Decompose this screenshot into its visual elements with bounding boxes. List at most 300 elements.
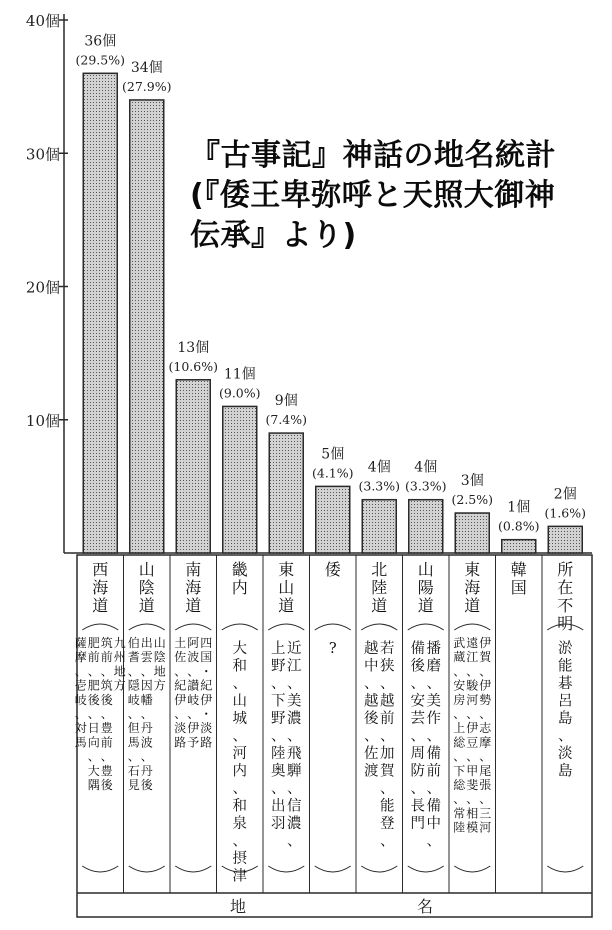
region-detail-char: 伊 — [479, 636, 492, 650]
region-detail-char: ? — [328, 641, 337, 657]
region-detail-char: 、 — [558, 728, 573, 745]
region-detail-char: 長 — [410, 798, 425, 815]
region-detail-char: 讃 — [187, 678, 200, 693]
chart-subtitle-line-1: (『倭王卑弥呼と天照大御神 — [190, 178, 556, 213]
bar-山陰道 — [130, 100, 164, 553]
bracket-bottom — [361, 866, 397, 872]
region-detail-char: 、 — [187, 707, 200, 721]
region-detail-char: 路 — [200, 735, 213, 750]
region-detail-char: 、 — [87, 707, 100, 721]
region-detail-char: 渡 — [364, 763, 379, 780]
region-detail-char: 阿 — [187, 636, 200, 650]
category-label-char: 東 — [278, 560, 295, 579]
bracket-top — [175, 624, 211, 630]
region-detail-char: 備 — [426, 746, 441, 762]
bracket-top — [268, 624, 304, 630]
y-tick-label: 20個 — [25, 278, 60, 297]
region-detail-char: 、 — [74, 707, 87, 721]
region-detail-char: 路 — [174, 735, 187, 750]
region-detail-char: 武 — [453, 636, 466, 650]
region-detail-char: 前 — [100, 735, 113, 750]
region-detail-char: 、 — [426, 728, 441, 745]
region-detail-char: 前 — [380, 711, 395, 727]
region-detail-char: 摂 — [232, 851, 247, 867]
region-detail-char: 耆 — [127, 650, 140, 665]
bar-山陽道 — [409, 500, 443, 553]
region-detail-char: 向 — [87, 735, 100, 750]
region-detail-char: 摩 — [479, 735, 492, 750]
category-table — [75, 555, 592, 917]
region-detail-char: 、 — [87, 664, 100, 679]
region-detail-char: 前 — [426, 763, 441, 780]
bar-percent-label: (1.6%) — [544, 505, 587, 521]
bracket-bottom — [315, 866, 351, 872]
region-detail-char: 周 — [410, 746, 425, 762]
region-detail-char: 陸 — [453, 820, 466, 835]
category-label-char: 倭 — [324, 560, 341, 579]
bar-畿内 — [223, 406, 257, 553]
region-detail-char: 丹 — [140, 721, 153, 736]
region-detail-char: 奥 — [271, 763, 286, 780]
region-detail-char: 肥 — [87, 636, 100, 650]
region-detail-char: 、 — [140, 749, 153, 764]
region-detail-char: 陰 — [153, 650, 166, 665]
region-detail-char: 陸 — [271, 746, 286, 762]
category-label-char: 道 — [278, 596, 295, 615]
bar-percent-label: (29.5%) — [75, 52, 125, 68]
region-detail-char: 安 — [410, 693, 425, 710]
bracket-top — [454, 624, 490, 630]
region-detail-char: 出 — [140, 636, 153, 650]
region-detail-char: 見 — [127, 778, 140, 792]
region-detail-char: 、 — [364, 676, 379, 692]
bar-count-label: 4個 — [367, 459, 391, 476]
bar-percent-label: (3.3%) — [358, 478, 401, 494]
region-detail-char: 佐 — [174, 650, 187, 665]
bar-count-label: 13個 — [177, 339, 210, 356]
region-detail-char: 島 — [558, 763, 573, 780]
region-detail-char: 州 — [113, 650, 126, 665]
region-detail-char: 岐 — [187, 692, 200, 707]
region-detail-char: 、 — [380, 728, 395, 745]
category-label-char: 陽 — [417, 578, 434, 597]
region-detail-char: 中 — [426, 816, 441, 832]
category-label-char: 山 — [278, 578, 295, 597]
bar-percent-label: (7.4%) — [265, 412, 308, 428]
bar-韓国 — [502, 540, 536, 553]
region-detail-char: 房 — [453, 692, 466, 707]
region-detail-char: 馬 — [74, 735, 87, 750]
region-detail-char: 山 — [153, 636, 166, 650]
region-detail-char: 、 — [479, 792, 492, 807]
y-tick-label: 10個 — [25, 411, 60, 430]
region-detail-char: 上 — [271, 641, 286, 657]
bar-count-label: 1個 — [507, 499, 531, 516]
bracket-bottom — [175, 866, 211, 872]
region-detail-char: 泉 — [232, 816, 247, 832]
region-detail-char: 、 — [380, 833, 395, 850]
category-label-char: 海 — [464, 578, 481, 597]
bracket-bottom — [408, 866, 444, 872]
bracket-bottom — [547, 866, 583, 872]
region-detail-char: 、 — [100, 707, 113, 721]
chart-title: 『古事記』神話の地名統計 — [190, 138, 556, 173]
region-detail-char: 津 — [232, 868, 247, 885]
region-detail-char: 下 — [271, 693, 286, 710]
category-label-char: 道 — [464, 596, 481, 615]
region-detail-char: 淡 — [200, 721, 213, 736]
region-detail-char: 方 — [153, 678, 166, 693]
category-label-char: 韓 — [510, 560, 527, 579]
bracket-bottom — [82, 866, 118, 872]
region-detail-char: 、 — [271, 728, 286, 745]
region-detail-char: 淤 — [558, 641, 573, 657]
footer-label-char: 地 — [229, 897, 247, 916]
region-detail-char: 、 — [232, 781, 247, 797]
category-label-char: 東 — [464, 560, 481, 579]
region-detail-char: 後 — [364, 711, 379, 727]
region-detail-char: 加 — [380, 746, 395, 762]
bar-percent-label: (10.6%) — [168, 358, 218, 374]
region-detail-char: 勢 — [479, 692, 492, 707]
region-detail-char: 後 — [87, 692, 100, 707]
region-detail-char: 岐 — [74, 692, 87, 707]
category-label-char: 山 — [138, 560, 155, 579]
region-detail-char: 、 — [453, 749, 466, 764]
region-detail-char: 呂 — [558, 693, 573, 710]
region-detail-char: 濃 — [287, 711, 302, 727]
region-detail-char: 豊 — [100, 721, 113, 736]
bracket-top — [222, 624, 258, 630]
region-detail-char: 丹 — [140, 763, 153, 778]
region-detail-char: 駿 — [466, 678, 479, 693]
region-detail-char: 隅 — [87, 778, 100, 792]
region-detail-char: 四 — [200, 636, 213, 650]
category-label-char: 陰 — [138, 578, 155, 597]
region-detail-char: 伊 — [200, 692, 213, 707]
region-detail-char: 、 — [479, 664, 492, 679]
region-detail-char: 張 — [479, 778, 492, 792]
region-detail-char: 、 — [380, 676, 395, 692]
bar-percent-label: (3.3%) — [404, 478, 447, 494]
region-detail-char: 伯 — [127, 636, 140, 650]
region-detail-char: 島 — [558, 711, 573, 727]
region-detail-char: 門 — [410, 816, 425, 832]
bar-count-label: 5個 — [321, 446, 345, 463]
region-detail-char: 志 — [479, 721, 492, 736]
region-detail-char: 登 — [380, 816, 395, 832]
region-detail-char: 、 — [127, 749, 140, 764]
region-detail-char: 後 — [410, 658, 425, 675]
region-detail-char: 石 — [127, 763, 140, 778]
region-detail-char: 狭 — [380, 658, 395, 675]
bar-count-label: 34個 — [130, 59, 163, 76]
region-detail-char: 隠 — [127, 678, 140, 693]
region-detail-char: 、 — [466, 792, 479, 807]
region-detail-char: 前 — [87, 650, 100, 665]
region-detail-char: 摩 — [74, 650, 87, 665]
region-detail-char: 、 — [74, 664, 87, 679]
bracket-top — [82, 624, 118, 630]
region-detail-char: 、 — [466, 707, 479, 721]
bar-東山道 — [269, 433, 303, 553]
region-detail-char: 出 — [271, 798, 286, 815]
region-detail-char: 、 — [479, 749, 492, 764]
bracket-top — [408, 624, 444, 630]
category-label-char: 海 — [92, 578, 109, 597]
region-detail-char: 和 — [232, 658, 247, 675]
region-detail-char: 淡 — [558, 746, 573, 762]
region-detail-char: 、 — [453, 792, 466, 807]
region-detail-char: 淡 — [174, 721, 187, 736]
category-label-char: 道 — [185, 596, 202, 615]
region-detail-char: 賀 — [380, 763, 395, 780]
region-detail-char: 薩 — [74, 636, 87, 650]
category-label-char: 南 — [185, 560, 202, 579]
bar-percent-label: (0.8%) — [497, 518, 540, 534]
region-detail-char: 壱 — [74, 678, 87, 693]
region-detail-char: 伊 — [466, 721, 479, 736]
region-detail-char: 豊 — [100, 763, 113, 778]
category-label-char: 道 — [371, 596, 388, 615]
region-detail-char: ・ — [200, 664, 213, 679]
region-detail-char: 能 — [380, 798, 395, 815]
region-detail-char: 、 — [453, 664, 466, 679]
region-detail-char: 、 — [410, 728, 425, 745]
region-detail-char: 越 — [364, 641, 379, 657]
region-detail-char: 芸 — [410, 711, 425, 727]
region-detail-char: 、 — [87, 749, 100, 764]
region-detail-char: 備 — [410, 641, 425, 657]
region-detail-char: 、 — [287, 781, 302, 797]
region-detail-char: 遠 — [466, 636, 479, 650]
region-detail-char: 斐 — [466, 778, 479, 792]
category-label-char: 道 — [138, 596, 155, 615]
region-detail-char: 蔵 — [453, 650, 466, 665]
region-detail-char: 若 — [380, 641, 395, 657]
region-detail-char: 、 — [140, 664, 153, 679]
region-detail-char: 江 — [287, 658, 302, 675]
region-detail-char: 、 — [287, 728, 302, 745]
region-detail-char: 幡 — [140, 692, 153, 707]
region-detail-char: 九 — [113, 636, 126, 650]
region-detail-char: 前 — [100, 650, 113, 665]
region-detail-char: 、 — [187, 664, 200, 679]
bar-count-label: 9個 — [274, 393, 298, 410]
region-detail-char: 美 — [287, 693, 302, 710]
region-detail-char: 和 — [232, 798, 247, 815]
region-detail-char: 、 — [127, 664, 140, 679]
region-detail-char: 近 — [287, 641, 302, 657]
region-detail-char: 越 — [364, 693, 379, 710]
region-detail-char: 総 — [453, 778, 466, 792]
region-detail-char: 河 — [466, 692, 479, 707]
y-tick-label: 30個 — [25, 145, 60, 164]
region-detail-char: 、 — [426, 676, 441, 692]
region-detail-char: 信 — [287, 798, 302, 815]
bar-count-label: 4個 — [414, 459, 438, 476]
region-detail-char: 馬 — [127, 735, 140, 750]
region-detail-char: 地 — [113, 664, 126, 679]
region-detail-char: 備 — [426, 798, 441, 815]
region-detail-char: 江 — [466, 650, 479, 665]
region-detail-char: 、 — [232, 833, 247, 850]
bracket-bottom — [268, 866, 304, 872]
region-detail-char: 後 — [100, 778, 113, 792]
category-label-char: 明 — [557, 614, 574, 633]
bracket-top — [315, 624, 351, 630]
region-detail-char: 、 — [271, 781, 286, 797]
region-detail-char: 伊 — [187, 721, 200, 736]
region-detail-char: 羽 — [271, 816, 286, 832]
bar-倭 — [316, 486, 350, 553]
footer-label-char: 名 — [416, 897, 434, 916]
region-detail-char: 大 — [87, 763, 100, 778]
region-detail-char: 防 — [410, 763, 425, 780]
region-detail-char: 磨 — [426, 658, 441, 675]
region-detail-char: 総 — [453, 735, 466, 750]
region-detail-char: 下 — [453, 763, 466, 778]
region-detail-char: 、 — [174, 664, 187, 679]
region-detail-char: 雲 — [140, 650, 153, 665]
region-detail-char: 、 — [127, 707, 140, 721]
bar-count-label: 11個 — [223, 366, 256, 383]
region-detail-char: 後 — [100, 692, 113, 707]
region-detail-char: 波 — [140, 735, 153, 750]
bar-percent-label: (9.0%) — [218, 385, 261, 401]
region-detail-char: 、 — [271, 676, 286, 692]
category-label-char: 畿 — [231, 560, 248, 579]
region-detail-char: 野 — [271, 658, 286, 675]
region-detail-char: 紀 — [174, 678, 187, 693]
region-detail-char: 碁 — [558, 676, 573, 692]
region-detail-char: 、 — [140, 707, 153, 721]
region-detail-char: 方 — [113, 678, 126, 693]
region-detail-char: 豆 — [466, 735, 479, 750]
region-detail-char: 肥 — [87, 678, 100, 693]
region-detail-char: 、 — [466, 749, 479, 764]
region-detail-char: 、 — [232, 676, 247, 692]
category-label-char: 不 — [557, 596, 574, 615]
category-label-char: 西 — [92, 560, 109, 579]
region-detail-char: 内 — [232, 763, 247, 780]
region-detail-char: 、 — [100, 664, 113, 679]
region-detail-char: 河 — [479, 820, 492, 835]
region-detail-char: 河 — [232, 746, 247, 762]
region-detail-char: 、 — [410, 676, 425, 692]
category-label-char: 北 — [371, 560, 388, 579]
category-label-char: 所 — [557, 560, 574, 579]
region-detail-char: 伊 — [479, 678, 492, 693]
bar-南海道 — [176, 380, 210, 553]
bar-count-label: 3個 — [460, 473, 484, 490]
region-detail-char: 、 — [232, 728, 247, 745]
region-detail-char: 予 — [187, 735, 200, 750]
category-label-char: 国 — [510, 578, 527, 597]
region-detail-char: 後 — [140, 778, 153, 792]
region-detail-char: 佐 — [364, 746, 379, 762]
region-detail-char: 国 — [200, 650, 213, 665]
region-detail-char: 美 — [426, 693, 441, 710]
region-detail-char: 能 — [558, 658, 573, 675]
bracket-bottom — [454, 866, 490, 872]
y-tick-label: 40個 — [25, 12, 60, 30]
region-detail-char: 野 — [271, 711, 286, 727]
region-detail-char: 上 — [453, 721, 466, 736]
category-label-char: 道 — [417, 596, 434, 615]
region-detail-char: 騨 — [287, 763, 302, 780]
bar-percent-label: (2.5%) — [451, 492, 494, 508]
region-detail-char: 筑 — [100, 678, 113, 693]
region-detail-char: 常 — [453, 806, 466, 821]
region-detail-char: 、 — [479, 707, 492, 721]
region-detail-char: 濃 — [287, 816, 302, 832]
bracket-top — [129, 624, 165, 630]
region-detail-char: 三 — [479, 806, 492, 821]
bracket-top — [361, 624, 397, 630]
region-detail-char: 、 — [287, 833, 302, 850]
region-detail-char: 、 — [174, 707, 187, 721]
region-detail-char: 岐 — [127, 692, 140, 707]
region-detail-char: 山 — [232, 693, 247, 710]
region-detail-char: ・ — [200, 707, 213, 721]
region-detail-char: 大 — [232, 641, 247, 657]
region-detail-char: 作 — [426, 711, 441, 727]
region-detail-char: 、 — [410, 781, 425, 797]
region-detail-char: 対 — [74, 721, 87, 736]
bar-percent-label: (27.9%) — [122, 78, 172, 94]
category-label-char: 陸 — [371, 578, 388, 597]
region-detail-char: 波 — [187, 650, 200, 665]
region-detail-char: 、 — [364, 728, 379, 745]
region-detail-char: 、 — [466, 664, 479, 679]
region-detail-char: 相 — [466, 806, 479, 821]
bar-percent-label: (4.1%) — [311, 465, 354, 481]
region-detail-char: 、 — [380, 781, 395, 797]
bar-count-label: 36個 — [84, 33, 117, 50]
category-label-char: 内 — [231, 578, 248, 597]
region-detail-char: 播 — [426, 641, 441, 657]
region-detail-char: 安 — [453, 678, 466, 693]
region-detail-char: 地 — [153, 664, 166, 679]
region-detail-char: 甲 — [466, 763, 479, 778]
region-detail-char: 、 — [287, 676, 302, 692]
region-detail-char: 、 — [426, 833, 441, 850]
category-label-char: 在 — [557, 578, 574, 597]
bar-所在不明 — [548, 526, 582, 553]
bar-東海道 — [455, 513, 489, 553]
region-detail-char: 尾 — [479, 763, 492, 778]
bar-北陸道 — [362, 500, 396, 553]
bar-count-label: 2個 — [553, 486, 577, 503]
region-detail-char: 日 — [87, 721, 100, 736]
region-detail-char: 模 — [466, 820, 479, 835]
region-detail-char: 伊 — [174, 692, 187, 707]
chart-title-block — [190, 136, 610, 256]
region-detail-char: 越 — [380, 693, 395, 710]
region-detail-char: 紀 — [200, 678, 213, 693]
region-detail-char: 城 — [232, 711, 247, 727]
region-detail-char: 賀 — [479, 650, 492, 665]
region-detail-char: 筑 — [100, 636, 113, 650]
region-detail-char: 中 — [364, 658, 379, 675]
chart-subtitle-line-2: 伝承』より) — [190, 218, 357, 253]
category-label-char: 道 — [92, 596, 109, 615]
region-detail-char: 因 — [140, 678, 153, 693]
region-detail-char: 飛 — [287, 746, 302, 762]
bracket-bottom — [129, 866, 165, 872]
region-detail-char: 、 — [453, 707, 466, 721]
